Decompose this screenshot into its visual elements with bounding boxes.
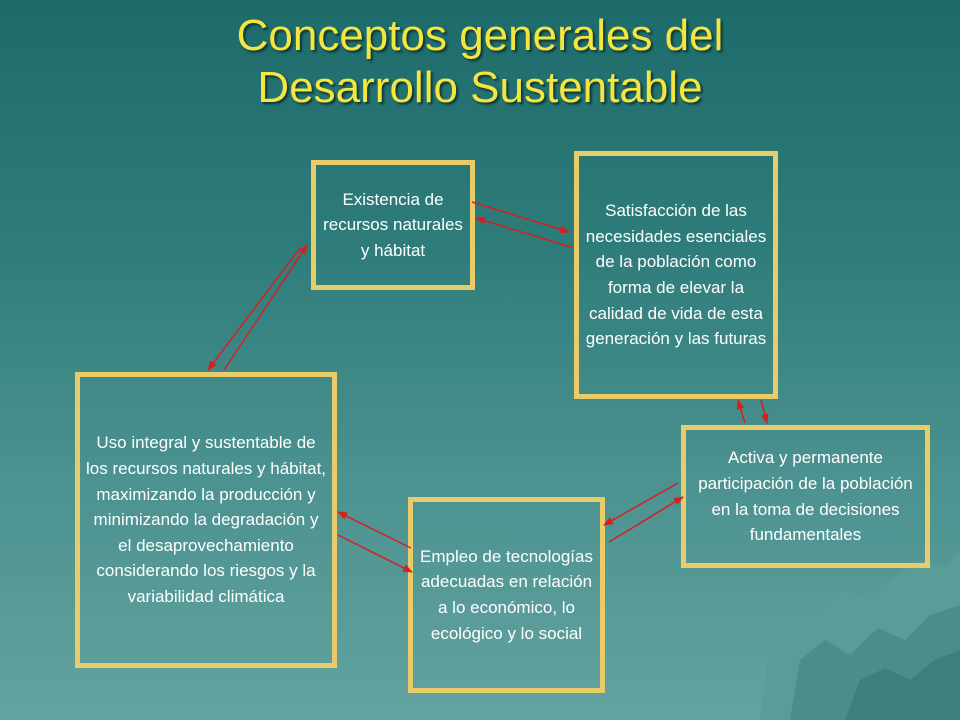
arrow-activa-to-satisfaccion xyxy=(738,400,745,423)
arrow-existencia-to-satisfaccion xyxy=(472,202,569,232)
box-empleo-text: Empleo de tecnologías adecuadas en relación a lo económico, lo ecológico y lo social xyxy=(420,546,593,643)
arrow-empleo-to-activa xyxy=(609,497,683,542)
arrow-satisfaccion-to-existencia xyxy=(476,218,571,247)
arrow-existencia-to-uso xyxy=(208,248,300,370)
box-satisfaccion-text: Satisfacción de las necesidades esenciales de la población como forma de elevar la calidad de vida de esta generación y las futuras xyxy=(585,201,767,349)
title-line-2: Desarrollo Sustentable xyxy=(257,63,703,112)
arrow-empleo-to-uso xyxy=(338,512,411,548)
box-uso-text: Uso integral y sustentable de los recursos naturales y hábitat, maximizando la producción y minimizando la degradación y el desaprovechamiento considerando los riesgos y la variabilidad climática xyxy=(86,433,327,606)
box-activa-text: Activa y permanente participación de la población en la toma de decisiones fundamentales xyxy=(698,448,913,545)
box-existencia-text: Existencia de recursos naturales y hábitat xyxy=(323,189,463,260)
arrow-uso-to-empleo xyxy=(338,535,412,572)
arrow-uso-to-existencia xyxy=(224,245,307,370)
title-line-1: Conceptos generales del xyxy=(236,11,724,60)
arrow-activa-to-empleo xyxy=(604,483,678,525)
arrow-satisfaccion-to-activa xyxy=(761,400,767,423)
